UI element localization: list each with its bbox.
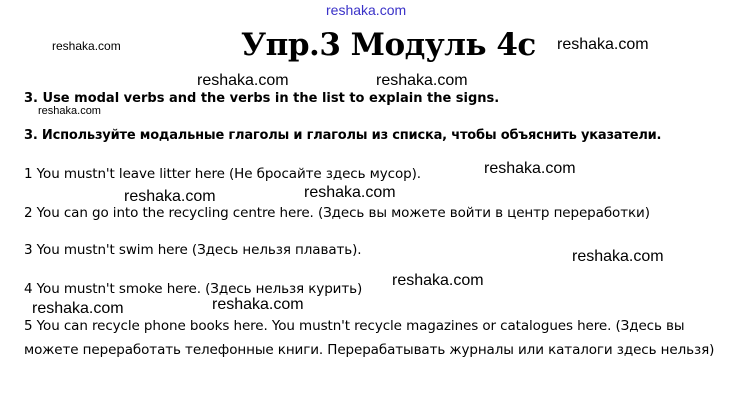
answer-4: 4 You mustn't smoke here. (Здесь нельзя курить) <box>24 281 363 297</box>
watermark: reshaka.com <box>52 39 121 53</box>
watermark: reshaka.com <box>392 272 484 289</box>
watermark: reshaka.com <box>124 188 216 205</box>
watermark: reshaka.com <box>197 72 289 89</box>
answer-2: 2 You can go into the recycling centre here. (Здесь вы можете войти в центр переработки) <box>24 205 650 221</box>
answer-3: 3 You mustn't swim here (Здесь нельзя плавать). <box>24 242 362 258</box>
task-instruction-english: 3. Use modal verbs and the verbs in the list to explain the signs. <box>24 91 500 106</box>
answer-5-line-2: можете переработать телефонные книги. Перерабатывать журналы или каталоги здесь нельзя) <box>24 342 715 358</box>
watermark: reshaka.com <box>572 248 664 265</box>
watermark: reshaka.com <box>212 296 304 313</box>
watermark: reshaka.com <box>32 300 124 317</box>
answer-5-line-1: 5 You can recycle phone books here. You mustn't recycle magazines or catalogues here. (Здесь вы <box>24 318 685 334</box>
watermark: reshaka.com <box>376 72 468 89</box>
watermark: reshaka.com <box>38 105 101 117</box>
page-title: Упр.3 Модуль 4с <box>241 27 536 63</box>
watermark: reshaka.com <box>557 36 649 53</box>
watermark: reshaka.com <box>304 184 396 201</box>
watermark: reshaka.com <box>484 160 576 177</box>
task-instruction-russian: 3. Используйте модальные глаголы и глаголы из списка, чтобы объяснить указатели. <box>24 128 662 143</box>
site-watermark-top[interactable]: reshaka.com <box>326 2 407 18</box>
answer-1: 1 You mustn't leave litter here (Не бросайте здесь мусор). <box>24 166 421 182</box>
